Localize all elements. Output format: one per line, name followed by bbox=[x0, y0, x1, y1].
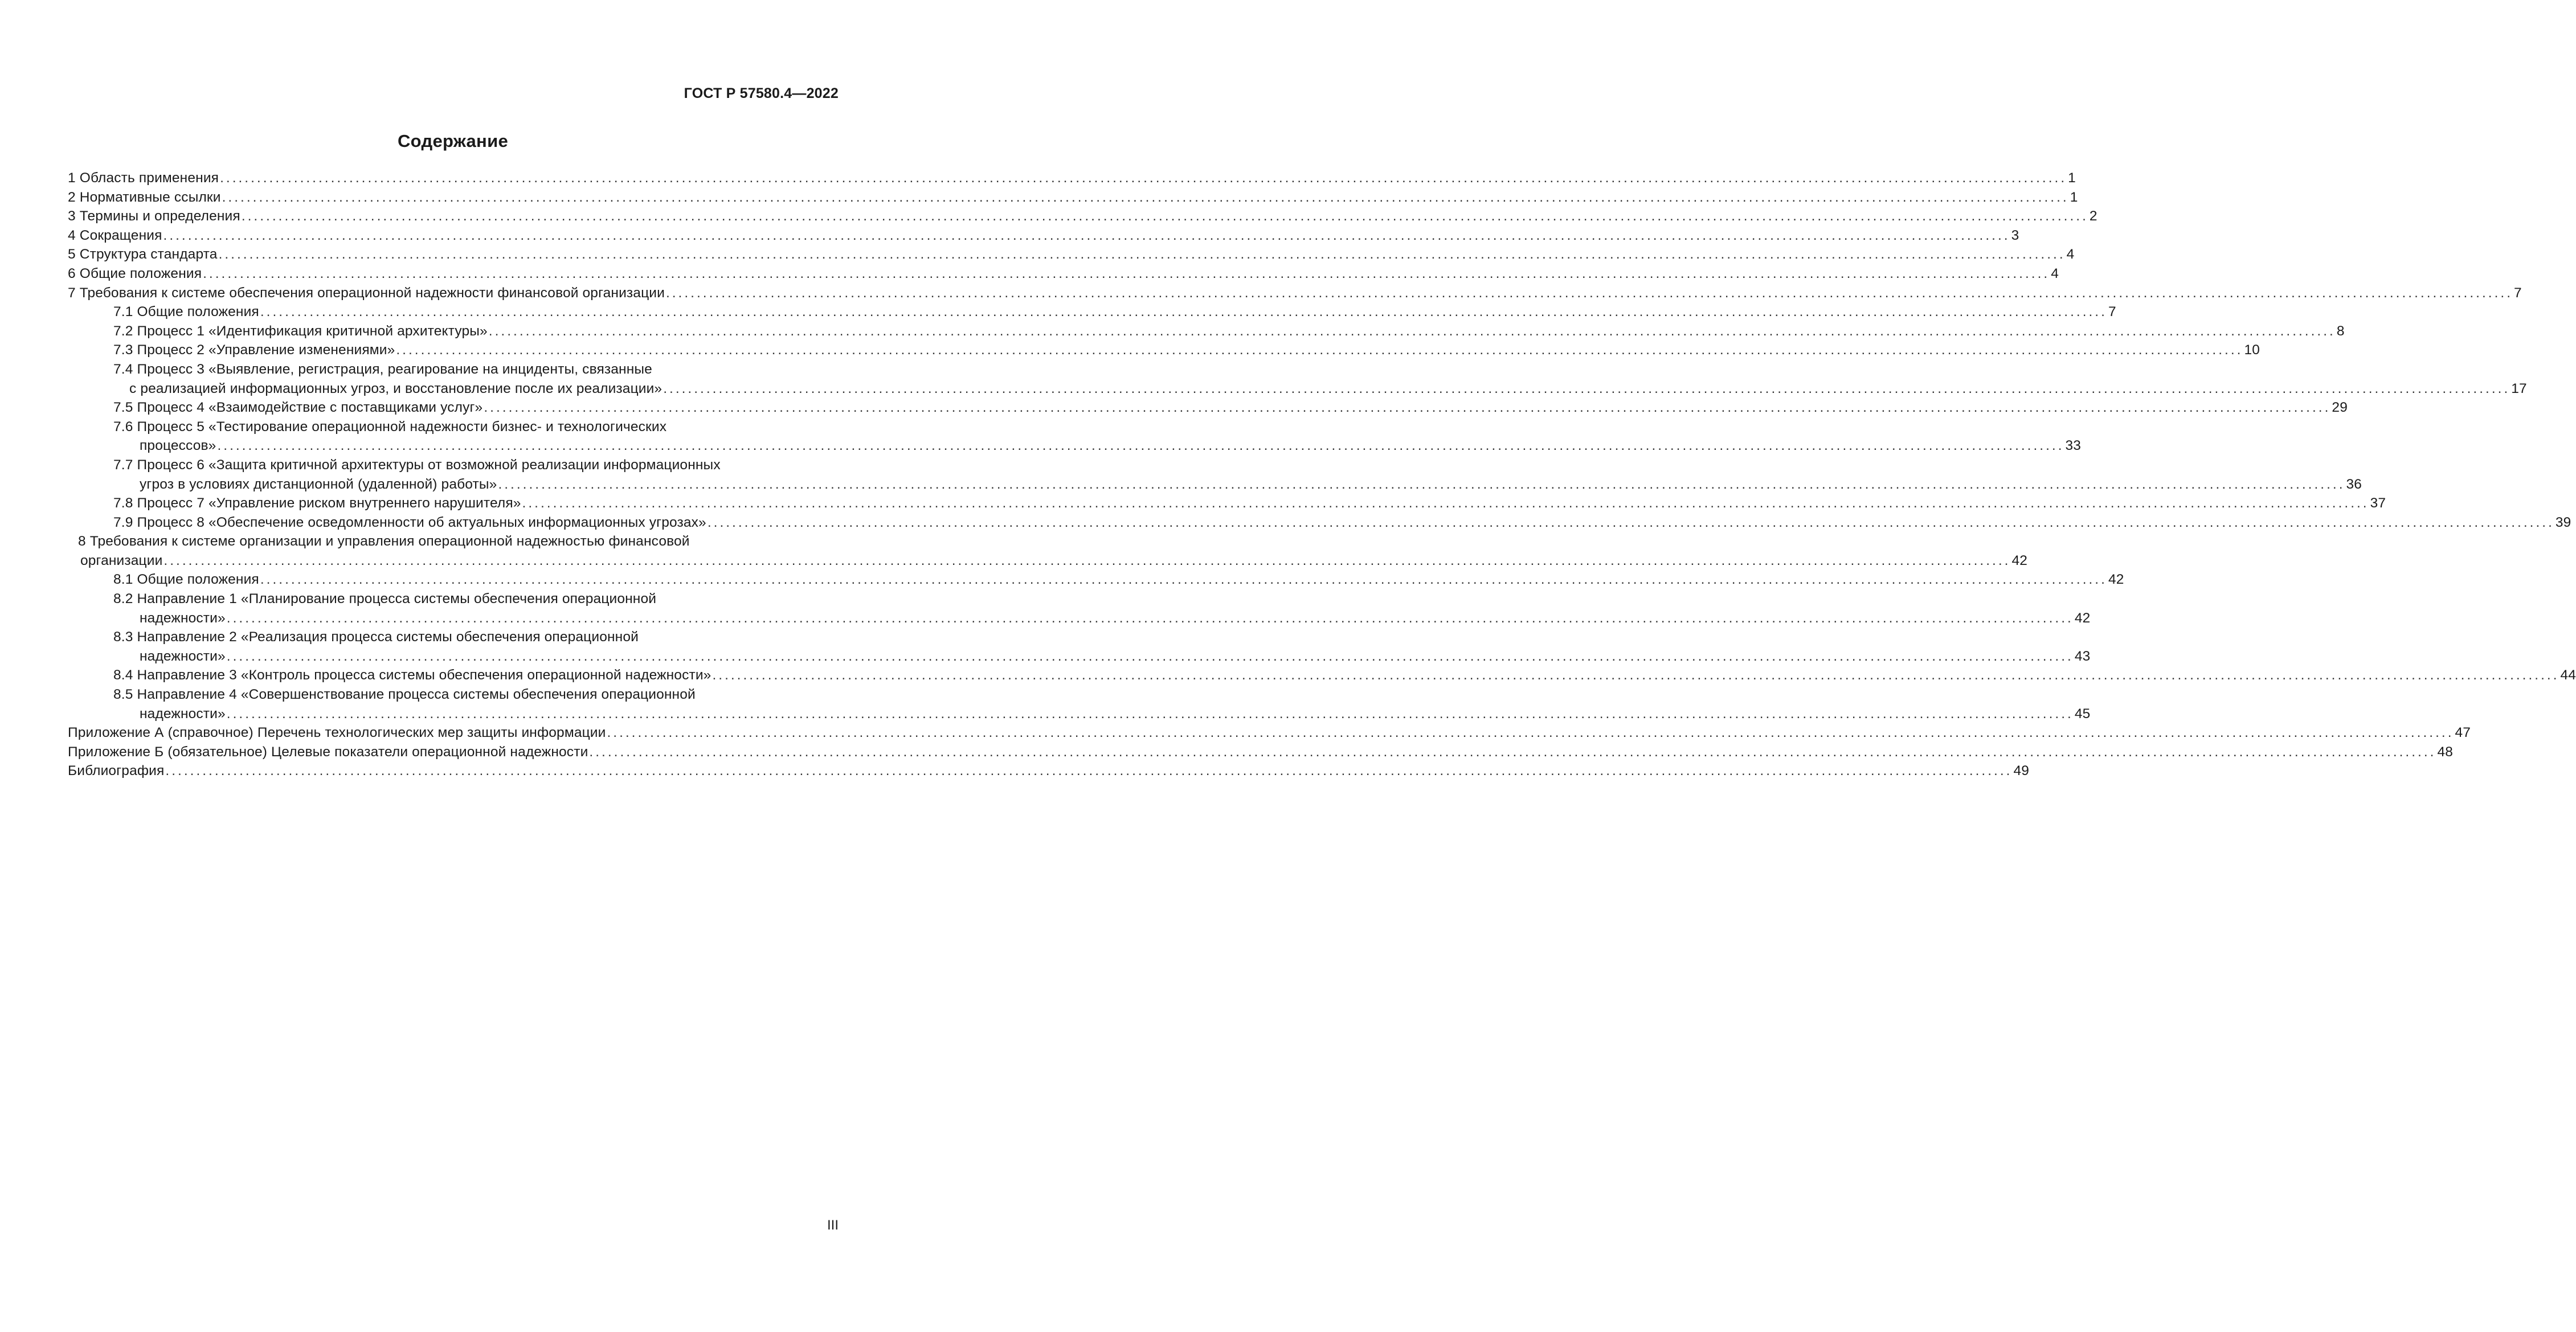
dot-leader: ............................................................................................................................................................................................................................................................................................................ bbox=[589, 744, 2436, 760]
toc-entry[interactable]: 4 Сокращения ............................................................................................................................................................................................................................................................................................................ 3 bbox=[68, 226, 839, 245]
dot-leader: ............................................................................................................................................................................................................................................................................................................ bbox=[163, 552, 2011, 568]
toc-entry[interactable]: 7.8 Процесс 7 «Управление риском внутреннего нарушителя» ............................................................................................................................................................................................................................................................................................................ 37 bbox=[68, 494, 839, 513]
document-code: ГОСТ Р 57580.4—2022 bbox=[684, 85, 839, 101]
toc-entry-line[interactable]: 8 Требования к системе организации и управления операционной надежностью финансовой bbox=[78, 534, 690, 550]
toc-entry[interactable]: 8.1 Общие положения ............................................................................................................................................................................................................................................................................................................ 42 bbox=[68, 570, 839, 589]
dot-leader: ............................................................................................................................................................................................................................................................................................................ bbox=[707, 514, 2554, 530]
dot-leader: ............................................................................................................................................................................................................................................................................................................ bbox=[484, 400, 2331, 416]
toc-entry[interactable]: Приложение А (справочное) Перечень технологических мер защиты информации ............................................................................................................................................................................................................................................................................................................ 47 bbox=[68, 723, 839, 743]
toc-entry[interactable]: угроз в условиях дистанционной (удаленной) работы» ............................................................................................................................................................................................................................................................................................................ 36 bbox=[68, 475, 839, 494]
toc-entry-line[interactable]: 7.7 Процесс 6 «Защита критичной архитектуры от возможной реализации информационных bbox=[113, 457, 721, 473]
toc-entry[interactable]: Приложение Б (обязательное) Целевые показатели операционной надежности ............................................................................................................................................................................................................................................................................................................ 48 bbox=[68, 743, 839, 762]
toc-entry[interactable]: 2 Нормативные ссылки ............................................................................................................................................................................................................................................................................................................ 1 bbox=[68, 188, 839, 207]
dot-leader: ............................................................................................................................................................................................................................................................................................................ bbox=[607, 725, 2454, 741]
toc-entry-line[interactable]: 7.4 Процесс 3 «Выявление, регистрация, реагирование на инциденты, связанные bbox=[113, 361, 652, 377]
toc-entry[interactable]: Библиография ............................................................................................................................................................................................................................................................................................................ 49 bbox=[68, 761, 839, 781]
dot-leader: ............................................................................................................................................................................................................................................................................................................ bbox=[165, 763, 2013, 779]
toc-entry-line[interactable]: 8.5 Направление 4 «Совершенствование процесса системы обеспечения операционной bbox=[113, 687, 696, 703]
toc-entry[interactable]: 7 Требования к системе обеспечения операционной надежности финансовой организации ............................................................................................................................................................................................................................................................................................................ 7 bbox=[68, 284, 839, 303]
dot-leader: ............................................................................................................................................................................................................................................................................................................ bbox=[220, 170, 2067, 186]
page-title: Содержание bbox=[398, 131, 508, 151]
toc-entry-line[interactable]: 8.3 Направление 2 «Реализация процесса системы обеспечения операционной bbox=[113, 629, 639, 645]
dot-leader: ............................................................................................................................................................................................................................................................................................................ bbox=[217, 438, 2064, 454]
toc-entry[interactable]: 5 Структура стандарта ............................................................................................................................................................................................................................................................................................................ 4 bbox=[68, 245, 839, 264]
toc-entry[interactable]: организации ............................................................................................................................................................................................................................................................................................................ 42 bbox=[68, 551, 839, 571]
dot-leader: ............................................................................................................................................................................................................................................................................................................ bbox=[712, 667, 2559, 683]
toc-entry[interactable]: 8.4 Направление 3 «Контроль процесса системы обеспечения операционной надежности» ............................................................................................................................................................................................................................................................................................................ 44 bbox=[68, 666, 839, 685]
toc-entry[interactable]: 7.5 Процесс 4 «Взаимодействие с поставщиками услуг» ............................................................................................................................................................................................................................................................................................................ 29 bbox=[68, 398, 839, 417]
toc-entry[interactable]: надежности» ............................................................................................................................................................................................................................................................................................................ 45 bbox=[68, 704, 839, 724]
toc-entry[interactable]: процессов» ............................................................................................................................................................................................................................................................................................................ 33 bbox=[68, 436, 839, 456]
toc-entry[interactable]: надежности» ............................................................................................................................................................................................................................................................................................................ 43 bbox=[68, 647, 839, 666]
dot-leader: ............................................................................................................................................................................................................................................................................................................ bbox=[522, 495, 2369, 511]
toc-entry[interactable]: 6 Общие положения ............................................................................................................................................................................................................................................................................................................ 4 bbox=[68, 264, 839, 284]
dot-leader: ............................................................................................................................................................................................................................................................................................................ bbox=[241, 208, 2088, 224]
toc-entry[interactable]: 1 Область применения ............................................................................................................................................................................................................................................................................................................ 1 bbox=[68, 169, 839, 188]
toc-entry[interactable]: 7.1 Общие положения ............................................................................................................................................................................................................................................................................................................ 7 bbox=[68, 302, 839, 322]
toc-entry-line[interactable]: 8.2 Направление 1 «Планирование процесса системы обеспечения операционной bbox=[113, 591, 657, 607]
toc-entry[interactable]: с реализацией информационных угроз, и восстановление после их реализации» ............................................................................................................................................................................................................................................................................................................ 17 bbox=[68, 379, 839, 399]
toc-entry-line[interactable]: 7.6 Процесс 5 «Тестирование операционной надежности бизнес- и технологических bbox=[113, 419, 667, 435]
dot-leader: ............................................................................................................................................................................................................................................................................................................ bbox=[260, 304, 2107, 320]
dot-leader: ............................................................................................................................................................................................................................................................................................................ bbox=[226, 648, 2074, 664]
toc-entry[interactable]: 7.9 Процесс 8 «Обеспечение осведомленности об актуальных информационных угрозах» ............................................................................................................................................................................................................................................................................................................ 39 bbox=[68, 513, 839, 532]
dot-leader: ............................................................................................................................................................................................................................................................................................................ bbox=[396, 342, 2243, 358]
dot-leader: ............................................................................................................................................................................................................................................................................................................ bbox=[663, 380, 2510, 396]
dot-leader: ............................................................................................................................................................................................................................................................................................................ bbox=[218, 247, 2066, 263]
table-of-contents bbox=[68, 169, 2576, 781]
dot-leader: ............................................................................................................................................................................................................................................................................................................ bbox=[498, 476, 2345, 492]
dot-leader: ............................................................................................................................................................................................................................................................................................................ bbox=[226, 706, 2074, 722]
toc-entry[interactable]: 3 Термины и определения ............................................................................................................................................................................................................................................................................................................ 2 bbox=[68, 207, 839, 226]
toc-entry[interactable]: 7.3 Процесс 2 «Управление изменениями» ............................................................................................................................................................................................................................................................................................................ 10 bbox=[68, 341, 839, 360]
dot-leader: ............................................................................................................................................................................................................................................................................................................ bbox=[488, 323, 2336, 339]
dot-leader: ............................................................................................................................................................................................................................................................................................................ bbox=[260, 572, 2107, 588]
toc-entry[interactable]: 7.2 Процесс 1 «Идентификация критичной архитектуры» ............................................................................................................................................................................................................................................................................................................ 8 bbox=[68, 322, 839, 341]
dot-leader: ............................................................................................................................................................................................................................................................................................................ bbox=[665, 285, 2513, 301]
dot-leader: ............................................................................................................................................................................................................................................................................................................ bbox=[203, 265, 2050, 281]
page-number: III bbox=[827, 1218, 839, 1233]
toc-entry[interactable]: надежности» ............................................................................................................................................................................................................................................................................................................ 42 bbox=[68, 609, 839, 628]
dot-leader: ............................................................................................................................................................................................................................................................................................................ bbox=[222, 189, 2069, 205]
dot-leader: ............................................................................................................................................................................................................................................................................................................ bbox=[163, 227, 2010, 243]
dot-leader: ............................................................................................................................................................................................................................................................................................................ bbox=[226, 610, 2074, 626]
